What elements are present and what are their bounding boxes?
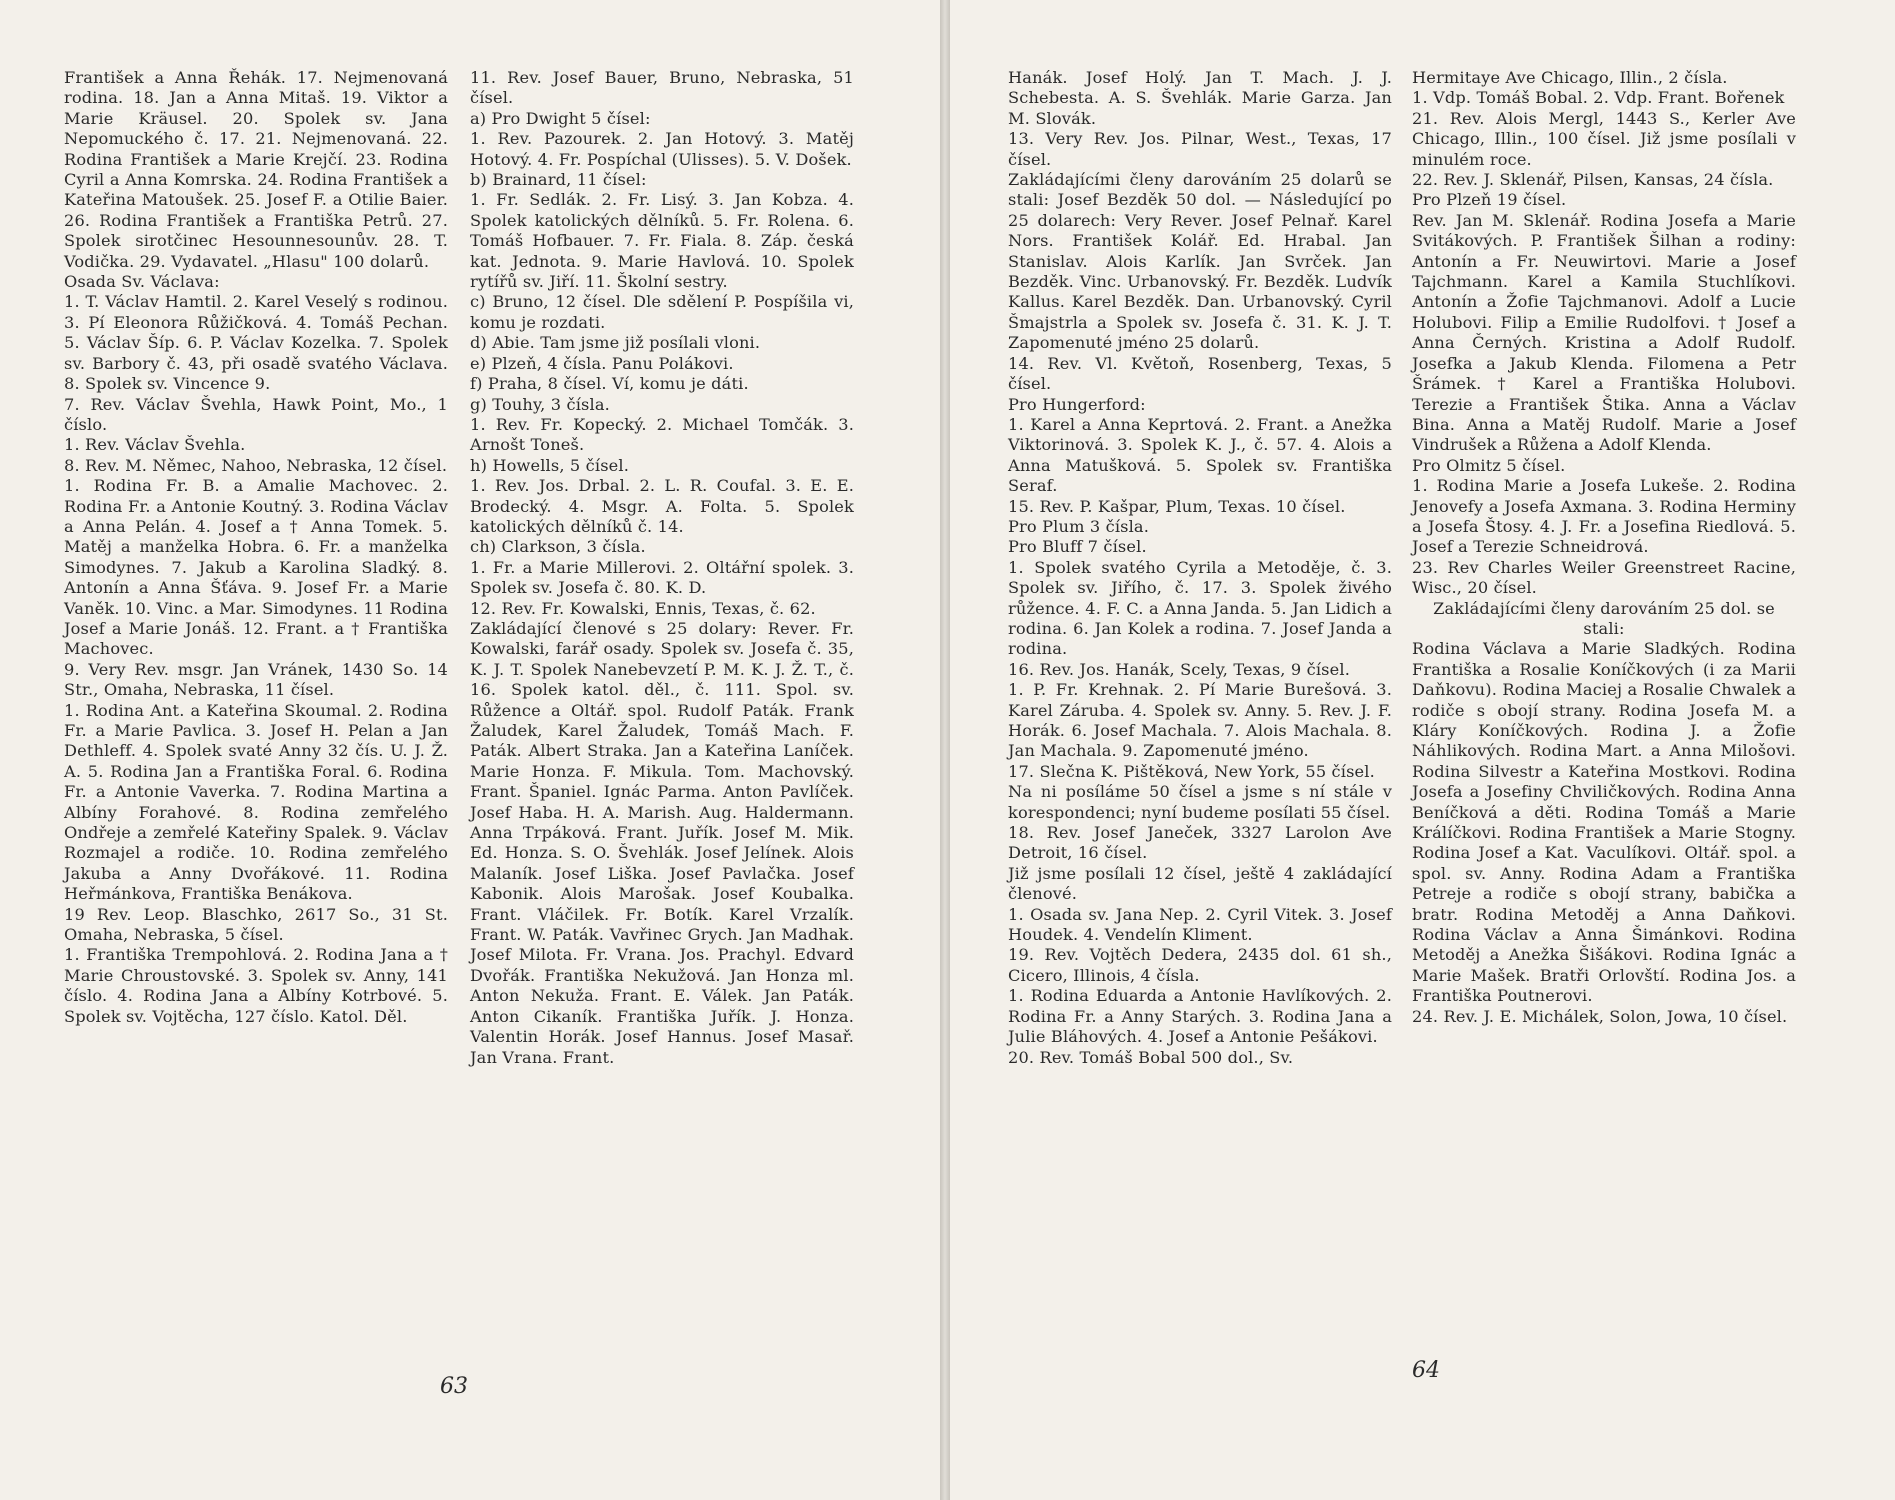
paragraph: Pro Olmitz 5 čísel. bbox=[1412, 455, 1566, 475]
left-page-column-1 bbox=[64, 68, 448, 1027]
paragraph: 1. Rev. Fr. Kopecký. 2. Michael Tomčák. 3. Arnošt Toneš. bbox=[470, 414, 854, 455]
paragraph: Již jsme posílali 12 čísel, ještě 4 zakládající členové. bbox=[1008, 863, 1392, 904]
paragraph: a) Pro Dwight 5 čísel: bbox=[470, 108, 651, 128]
paragraph: 7. Rev. Václav Švehla, Hawk Point, Mo., 1 číslo. bbox=[64, 394, 448, 434]
paragraph: d) Abie. Tam jsme již posílali vloni. bbox=[470, 333, 761, 353]
paragraph: 20. Rev. Tomáš Bobal 500 dol., Sv. bbox=[1008, 1047, 1294, 1067]
paragraph: h) Howells, 5 čísel. bbox=[470, 455, 630, 475]
paragraph: 19. Rev. Vojtěch Dedera, 2435 dol. 61 sh., Cicero, Illinois, 4 čísla. bbox=[1008, 945, 1392, 985]
paragraph: František a Anna Řehák. 17. Nejmenovaná rodina. 18. Jan a Anna Mitaš. 19. Viktor a Marie Kräusel. 20. Spolek sv. Jana Nepomuckého č. 17. 21. Nejmenovaná. 22. Rodina František a Marie Krejčí. 23. Rodina Cyril a Anna Komrska. 24. Rodina František a Kateřina Matoušek. 25. Josef F. a Otilie Baier. 26. Rodina František a Františka Petrů. 27. Spolek sirotčinec Hesounnesounův. 28. T. Vodička. 29. Vydavatel. „Hlasu" 100 dolarů. bbox=[64, 68, 448, 271]
paragraph: Zakládajícími členy darováním 25 dolarů se stali: Josef Bezděk 50 dol. — Následující po 25 dolarech: Very Rever. Josef Pelnař. Karel Nors. František Kolář. Ed. Hrabal. Jan Stanislav. Alois Karlík. Jan Svrček. Jan Bezděk. Vinc. Urbanovský. Fr. Bezděk. Ludvík Kallus. Karel Bezděk. Dan. Urbanovský. Cyril Šmajstrla a Spolek sv. Josefa č. 31. K. J. T. Zapomenuté jméno 25 dolarů. bbox=[1008, 170, 1392, 353]
paragraph: c) Bruno, 12 čísel. Dle sdělení P. Pospíšila vi, komu je rozdati. bbox=[470, 292, 854, 332]
paragraph: 1. Rev. Jos. Drbal. 2. L. R. Coufal. 3. E. E. Brodecký. 4. Msgr. A. Folta. 5. Spolek katolických dělníků č. 14. bbox=[470, 476, 854, 536]
paragraph: Hermitaye Ave Chicago, Illin., 2 čísla. bbox=[1412, 68, 1728, 87]
paragraph: Na ni posíláme 50 čísel a jsme s ní stále v korespondenci; nyní budeme posílati 55 čísel. bbox=[1008, 782, 1392, 822]
paragraph: 16. Rev. Jos. Hanák, Scely, Texas, 9 čísel. bbox=[1008, 659, 1350, 679]
left-page-column-2 bbox=[470, 68, 854, 1068]
paragraph: 1. Fr. a Marie Millerovi. 2. Oltářní spolek. 3. Spolek sv. Josefa č. 80. K. D. bbox=[470, 557, 854, 598]
paragraph: 18. Rev. Josef Janeček, 3327 Larolon Ave Detroit, 16 čísel. bbox=[1008, 823, 1392, 863]
right-page bbox=[950, 0, 1895, 1500]
book-gutter bbox=[940, 0, 950, 1500]
paragraph: 1. Fr. Sedlák. 2. Fr. Lisý. 3. Jan Kobza. 4. Spolek katolických dělníků. 5. Fr. Rolena. 6. Tomáš Hofbauer. 7. Fr. Fiala. 8. Záp. česká kat. Jednota. 9. Marie Havlová. 10. Spolek rytířů sv. Jiří. 11. Školní sestry. bbox=[470, 190, 854, 292]
paragraph: 1. T. Václav Hamtil. 2. Karel Veselý s rodinou. 3. Pí Eleonora Růžičková. 4. Tomáš Pechan. 5. Václav Šíp. 6. P. Václav Kozelka. 7. Spolek sv. Barbory č. 43, při osadě svatého Václava. 8. Spolek sv. Vincence 9. bbox=[64, 292, 448, 394]
right-page-column-1 bbox=[1008, 68, 1392, 1068]
paragraph: e) Plzeň, 4 čísla. Panu Polákovi. bbox=[470, 353, 734, 373]
paragraph: 1. Františka Trempohlová. 2. Rodina Jana a † Marie Chroustovské. 3. Spolek sv. Anny, 141 číslo. 4. Rodina Jana a Albíny Kotrbové. 5. Spolek sv. Vojtěcha, 127 číslo. Katol. Děl. bbox=[64, 945, 448, 1026]
paragraph: Rev. Jan M. Sklenář. Rodina Josefa a Marie Svitákových. P. František Šilhan a rodiny: Antonín a Fr. Neuwirtovi. Marie a Josef Tajchmann. Karel a Kamila Stuchlíkovi. Antonín a Žofie Tajchmanovi. Adolf a Lucie Holubovi. Filip a Emilie Rudolfovi. † Josef a Anna Černých. Kristina a Adolf Rudolf. Josefka a Jakub Klenda. Filomena a Petr Šrámek. † Karel a Františka Holubovi. Terezie a František Štika. Anna a Václav Bina. Anna a Matěj Rudolf. Marie a Josef Vindrušek a Růžena a Adolf Klenda. bbox=[1412, 210, 1796, 455]
paragraph: 8. Rev. M. Němec, Nahoo, Nebraska, 12 čísel. bbox=[64, 455, 448, 475]
paragraph: 1. Rodina Marie a Josefa Lukeše. 2. Rodina Jenovefy a Josefa Axmana. 3. Rodina Herminy a Josefa Štosy. 4. J. Fr. a Josefina Riedlová. 5. Josef a Terezie Schneidrová. bbox=[1412, 476, 1796, 557]
paragraph: 1. Rodina Ant. a Kateřina Skoumal. 2. Rodina Fr. a Marie Pavlica. 3. Josef H. Pelan a Jan Dethleff. 4. Spolek svaté Anny 32 čís. U. J. Ž. A. 5. Rodina Jan a Františka Foral. 6. Rodina Fr. a Antonie Vaverka. 7. Rodina Martina a Albíny Forahové. 8. Rodina zemřelého Ondřeje a zemřelé Kateřiny Spalek. 9. Václav Rozmajel a rodiče. 10. Rodina zemřelého Jakuba a Anny Dvořákové. 11. Rodina Heřmánkova, Františka Benákova. bbox=[64, 700, 448, 904]
paragraph: g) Touhy, 3 čísla. bbox=[470, 394, 610, 414]
section-heading: Zakládajícími členy darováním 25 dol. se stali: bbox=[1433, 598, 1775, 638]
paragraph: Pro Bluff 7 čísel. bbox=[1008, 537, 1147, 557]
paragraph: 11. Rev. Josef Bauer, Bruno, Nebraska, 51 čísel. bbox=[470, 68, 854, 108]
paragraph: Hanák. Josef Holý. Jan T. Mach. J. J. Schebesta. A. S. Švehlák. Marie Garza. Jan M. Slovák. bbox=[1008, 68, 1392, 128]
left-page bbox=[0, 0, 940, 1500]
paragraph: 21. Rev. Alois Mergl, 1443 S., Kerler Ave Chicago, Illin., 100 čísel. Již jsme posílali v minulém roce. bbox=[1412, 108, 1796, 169]
paragraph: 1. P. Fr. Krehnak. 2. Pí Marie Burešová. 3. Karel Záruba. 4. Spolek sv. Anny. 5. Rev. J. F. Horák. 6. Josef Machala. 7. Alois Machala. 8. Jan Machala. 9. Zapomenuté jméno. bbox=[1008, 680, 1392, 761]
page-number: 63 bbox=[440, 1374, 468, 1399]
paragraph: 1. Rodina Eduarda a Antonie Havlíkových. 2. Rodina Fr. a Anny Starých. 3. Rodina Jana a Julie Bláhových. 4. Josef a Antonie Pešákovi. bbox=[1008, 986, 1392, 1047]
paragraph: 13. Very Rev. Jos. Pilnar, West., Texas, 17 čísel. bbox=[1008, 129, 1392, 169]
paragraph: 9. Very Rev. msgr. Jan Vránek, 1430 So. 14 Str., Omaha, Nebraska, 11 čísel. bbox=[64, 659, 448, 700]
paragraph: Pro Plum 3 čísla. bbox=[1008, 516, 1150, 536]
paragraph: 19 Rev. Leop. Blaschko, 2617 So., 31 St. Omaha, Nebraska, 5 čísel. bbox=[64, 904, 448, 945]
paragraph: Pro Plzeň 19 čísel. bbox=[1412, 190, 1567, 210]
paragraph: Rodina Václava a Marie Sladkých. Rodina Františka a Rosalie Koníčkových (i za Marii Daňkovu). Rodina Maciej a Rosalie Chwalek a rodiče s obojí strany. Rodina Josefa M. a Kláry Koníčkových. Rodina J. a Žofie Náhlikových. Rodina Mart. a Anna Milošovi. Rodina Silvestr a Kateřina Mostkovi. Rodina Josefa a Josefiny Chviličkových. Rodina Anna Beníčková a děti. Rodina Tomáš a Marie Králíčkovi. Rodina František a Marie Stogny. Rodina Josef a Kat. Vaculíkovi. Oltář. spol. a spol. sv. Anny. Rodina Adam a Františka Petreje a rodiče s obojí strany, babička a bratr. Rodina Metoděj a Anna Daňkovi. Rodina Václav a Anna Šimánkovi. Rodina Metoděj a Anežka Šišákovi. Rodina Ignác a Marie Mašek. Bratři Orlovští. Rodina Jos. a Františka Poutnerovi. bbox=[1412, 639, 1796, 1006]
right-page-column-2 bbox=[1412, 68, 1796, 1027]
paragraph: 14. Rev. Vl. Květoň, Rosenberg, Texas, 5 čísel. bbox=[1008, 353, 1392, 394]
paragraph: 22. Rev. J. Sklenář, Pilsen, Kansas, 24 čísla. bbox=[1412, 170, 1774, 190]
paragraph: 1. Spolek svatého Cyrila a Metoděje, č. 3. Spolek sv. Jiřího, č. 17. 3. Spolek živého růžence. 4. F. C. a Anna Janda. 5. Jan Lidich a rodina. 6. Jan Kolek a rodina. 7. Josef Janda a rodina. bbox=[1008, 557, 1392, 659]
paragraph: 23. Rev Charles Weiler Greenstreet Racine, Wisc., 20 čísel. bbox=[1412, 557, 1796, 598]
paragraph: 1. Rev. Pazourek. 2. Jan Hotový. 3. Matěj Hotový. 4. Fr. Pospíchal (Ulisses). 5. V. Došek. bbox=[470, 129, 854, 169]
paragraph: 1. Osada sv. Jana Nep. 2. Cyril Vitek. 3. Josef Houdek. 4. Vendelín Kliment. bbox=[1008, 904, 1392, 945]
paragraph: Zakládající členové s 25 dolary: Rever. Fr. Kowalski, farář osady. Spolek sv. Josefa č. 35, K. J. T. Spolek Nanebevzetí P. M. K. J. Ž. T., č. 16. Spolek katol. děl., č. 111. Spol. sv. Růžence a Oltář. spol. Rudolf Paták. Frank Žaludek, Karel Žaludek, Tomáš Mach. F. Paták. Albert Straka. Jan a Kateřina Laníček. Marie Honza. F. Mikula. Tom. Machovský. Frant. Španiel. Ignác Parma. Anton Pavlíček. Josef Haba. H. A. Marish. Aug. Haldermann. Anna Trpáková. Frant. Juřík. Josef M. Mik. Ed. Honza. S. O. Švehlák. Josef Jelínek. Alois Malaník. Josef Liška. Josef Pavlačka. Josef Kabonik. Alois Marošak. Josef Koubalka. Frant. Vláčilek. Fr. Botík. Karel Vrzalík. Frant. W. Paták. Vavřinec Grych. Jan Madhak. Josef Milota. Fr. Vrana. Jos. Prachyl. Edvard Dvořák. Františka Nekužová. Jan Honza ml. Anton Nekuža. Frant. E. Válek. Jan Paták. Anton Cikaník. Františka Juřík. J. Honza. Valentin Horák. Josef Hannus. Josef Masař. Jan Vrana. Frant. bbox=[470, 618, 854, 1067]
paragraph: Osada Sv. Václava: bbox=[64, 272, 220, 292]
paragraph: 1. Rodina Fr. B. a Amalie Machovec. 2. Rodina Fr. a Antonie Koutný. 3. Rodina Václav a Anna Pelán. 4. Josef a † Anna Tomek. 5. Matěj a manželka Hobra. 6. Fr. a manželka Simodynes. 7. Jakub a Karolina Sladký. 8. Antonín a Anna Šťáva. 9. Josef Fr. a Marie Vaněk. 10. Vinc. a Mar. Simodynes. 11 Rodina Josef a Marie Jonáš. 12. Frant. a † Františka Machovec. bbox=[64, 476, 448, 659]
paragraph: 1. Rev. Václav Švehla. bbox=[64, 435, 246, 455]
paragraph: f) Praha, 8 čísel. Ví, komu je dáti. bbox=[470, 374, 749, 394]
paragraph: ch) Clarkson, 3 čísla. bbox=[470, 537, 646, 557]
paragraph: b) Brainard, 11 čísel: bbox=[470, 170, 647, 190]
paragraph: Pro Hungerford: bbox=[1008, 394, 1146, 414]
paragraph: 24. Rev. J. E. Michálek, Solon, Jowa, 10 čísel. bbox=[1412, 1006, 1788, 1026]
paragraph: 15. Rev. P. Kašpar, Plum, Texas. 10 čísel. bbox=[1008, 496, 1346, 516]
paragraph: 1. Vdp. Tomáš Bobal. 2. Vdp. Frant. Bořenek bbox=[1412, 88, 1785, 108]
paragraph: 17. Slečna K. Pištěková, New York, 55 čísel. bbox=[1008, 761, 1375, 781]
paragraph: 1. Karel a Anna Keprtová. 2. Frant. a Anežka Viktorinová. 3. Spolek K. J., č. 57. 4. Alois a Anna Matušková. 5. Spolek sv. Františka Seraf. bbox=[1008, 414, 1392, 496]
paragraph: 12. Rev. Fr. Kowalski, Ennis, Texas, č. 62. bbox=[470, 598, 816, 618]
page-number: 64 bbox=[1412, 1358, 1440, 1383]
